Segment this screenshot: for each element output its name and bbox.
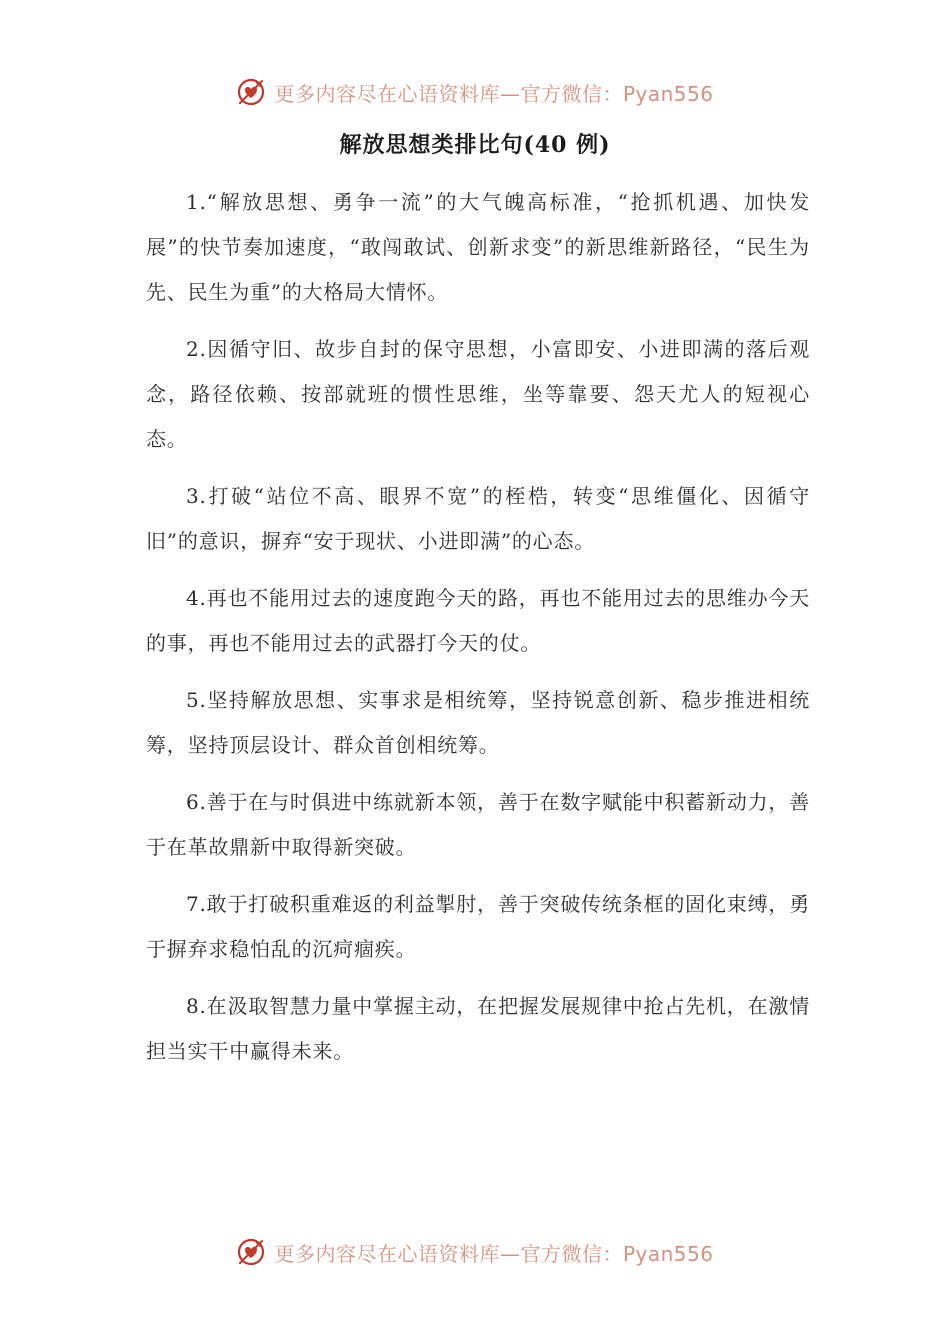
heart-pen-logo-icon bbox=[236, 77, 266, 107]
paragraph-7: 7.敢于打破积重难返的利益掣肘，善于突破传统条框的固化束缚，勇于摒弃求稳怕乱的沉疴痼疾。 bbox=[146, 892, 810, 961]
paragraph-8: 8.在汲取智慧力量中掌握主动，在把握发展规律中抢占先机，在激情担当实干中赢得未来。 bbox=[146, 994, 810, 1063]
header-banner bbox=[0, 72, 950, 112]
heart-pen-logo-icon bbox=[236, 1237, 266, 1267]
footer-banner-text: 更多内容尽在心语资料库—官方微信：Pyan556 bbox=[274, 1241, 714, 1266]
document-body bbox=[146, 180, 810, 1086]
paragraph-4: 4.再也不能用过去的速度跑今天的路，再也不能用过去的思维办今天的事，再也不能用过去的武器打今天的仗。 bbox=[146, 586, 810, 655]
document-title: 解放思想类排比句(40 例) bbox=[339, 132, 611, 158]
header-banner-text: 更多内容尽在心语资料库—官方微信：Pyan556 bbox=[274, 81, 714, 106]
paragraph-6: 6.善于在与时俱进中练就新本领，善于在数字赋能中积蓄新动力，善于在革故鼎新中取得新突破。 bbox=[146, 790, 810, 859]
paragraph-1: 1.“解放思想、勇争一流”的大气魄高标准，“抢抓机遇、加快发展”的快节奏加速度，“敢闯敢试、创新求变”的新思维新路径，“民生为先、民生为重”的大格局大情怀。 bbox=[146, 190, 810, 304]
paragraph-3: 3.打破“站位不高、眼界不宽”的桎梏，转变“思维僵化、因循守旧”的意识，摒弃“安于现状、小进即满”的心态。 bbox=[146, 484, 810, 553]
paragraph-2: 2.因循守旧、故步自封的保守思想，小富即安、小进即满的落后观念，路径依赖、按部就班的惯性思维，坐等靠要、怨天尤人的短视心态。 bbox=[146, 337, 810, 451]
paragraph-5: 5.坚持解放思想、实事求是相统筹，坚持锐意创新、稳步推进相统筹，坚持顶层设计、群众首创相统筹。 bbox=[146, 688, 810, 757]
footer-banner bbox=[0, 1232, 950, 1272]
